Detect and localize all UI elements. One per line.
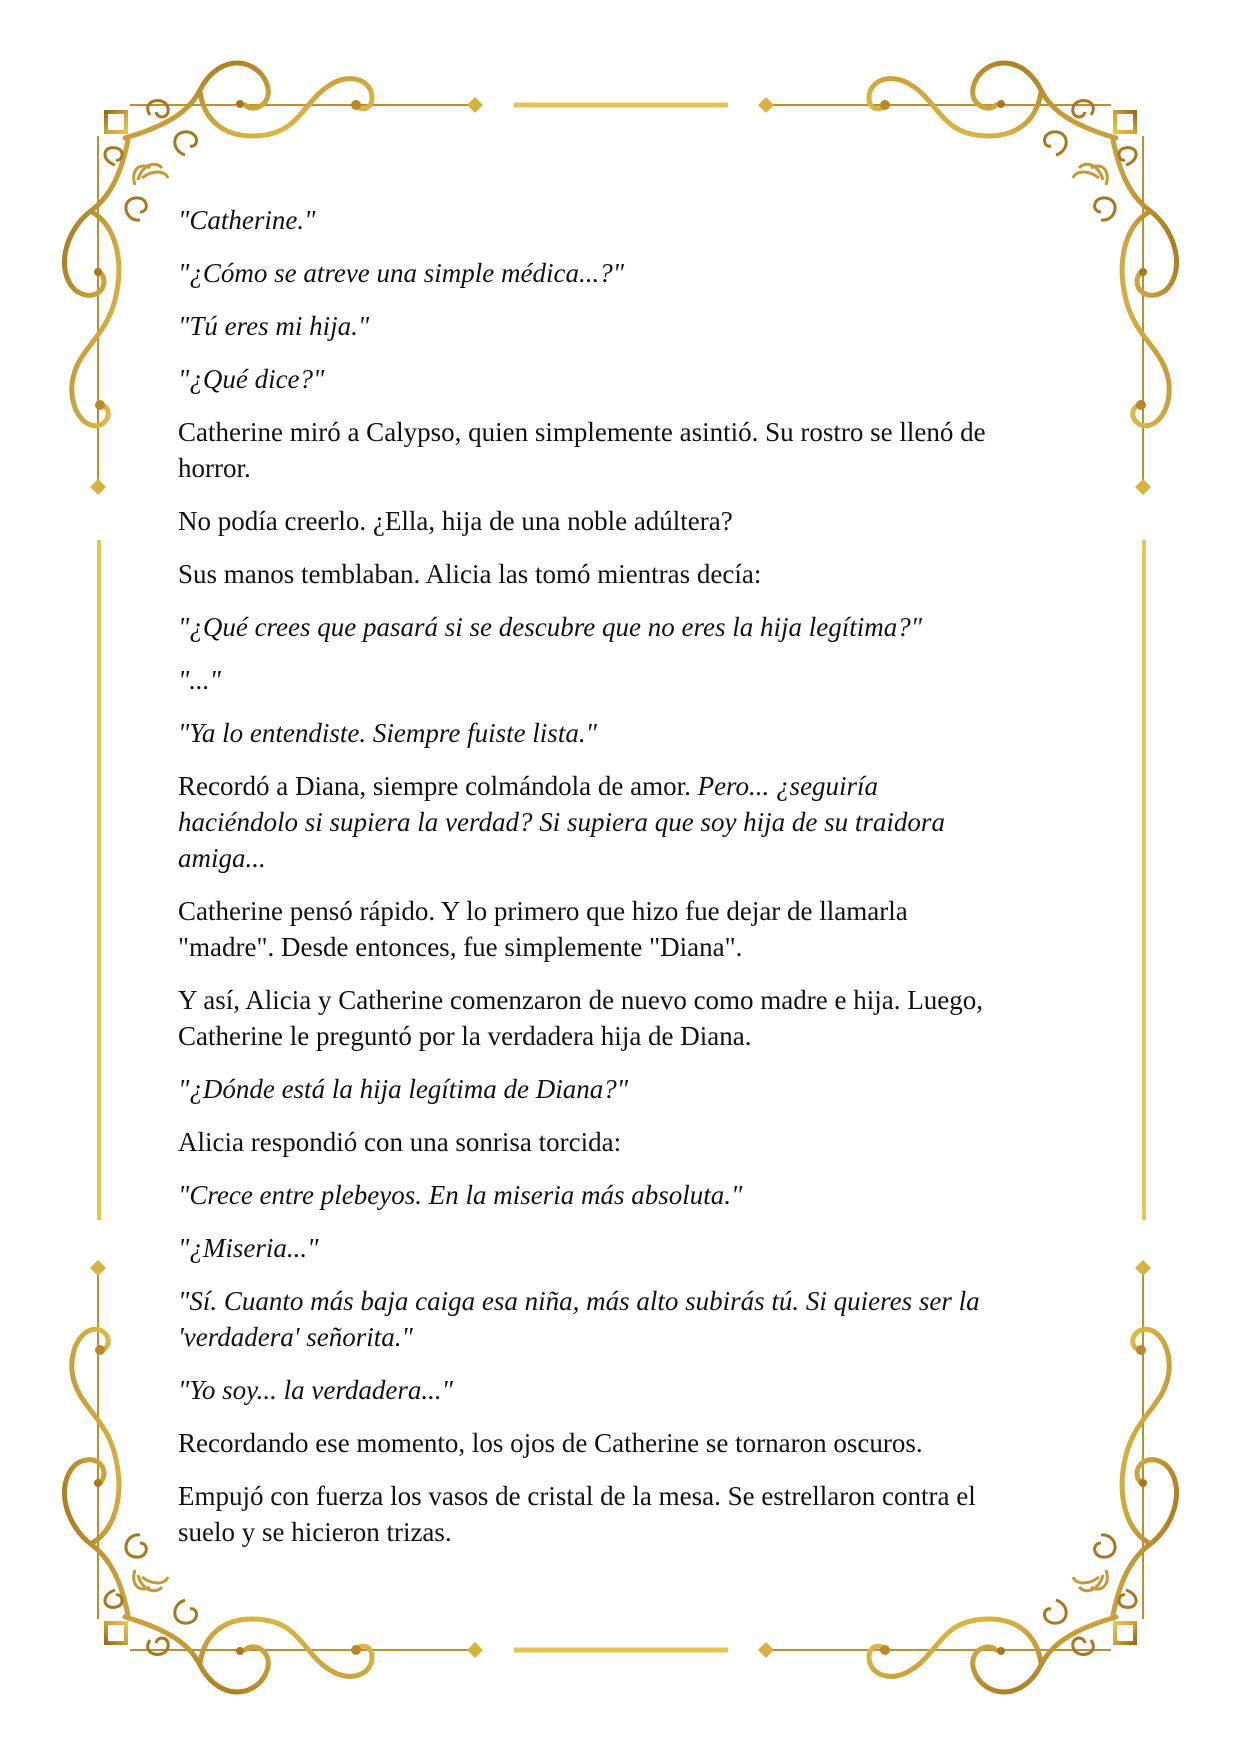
text-line — [178, 1372, 1078, 1408]
text: suelo y se hicieron trizas. — [178, 1517, 452, 1547]
paragraph — [178, 202, 1078, 238]
text-line — [178, 255, 1078, 291]
text: horror. — [178, 453, 251, 483]
text-line — [178, 1071, 1078, 1107]
text-line — [178, 609, 1078, 645]
text: No podía creerlo. ¿Ella, hija de una noble adúltera? — [178, 506, 733, 536]
paragraph — [178, 1478, 1078, 1550]
text-line — [178, 556, 1078, 592]
italic-text: "¿Cómo se atreve una simple médica...?" — [178, 258, 625, 288]
text-line — [178, 1283, 1078, 1319]
text-line — [178, 202, 1078, 238]
text-line — [178, 1018, 1078, 1054]
text-line — [178, 893, 1078, 929]
italic-text: haciéndolo si supiera la verdad? Si supiera que soy hija de su traidora — [178, 807, 945, 837]
text: Catherine miró a Calypso, quien simplemente asintió. Su rostro se llenó de — [178, 417, 986, 447]
text: "madre". Desde entonces, fue simplemente "Diana". — [178, 932, 743, 962]
paragraph — [178, 982, 1078, 1054]
italic-text: "¿Dónde está la hija legítima de Diana?" — [178, 1074, 629, 1104]
text-line — [178, 929, 1078, 965]
italic-text: "¿Miseria..." — [178, 1233, 319, 1263]
paragraph — [178, 1283, 1078, 1355]
text-line — [178, 662, 1078, 698]
text-line — [178, 1124, 1078, 1160]
text: Recordó a Diana, siempre colmándola de amor. — [178, 771, 698, 801]
paragraph — [178, 715, 1078, 751]
text-line — [178, 1478, 1078, 1514]
italic-text: "Crece entre plebeyos. En la miseria más absoluta." — [178, 1180, 743, 1210]
text-line — [178, 1425, 1078, 1461]
paragraph — [178, 361, 1078, 397]
paragraph — [178, 1177, 1078, 1213]
italic-text: "Tú eres mi hija." — [178, 311, 370, 341]
text-line — [178, 1319, 1078, 1355]
text: Y así, Alicia y Catherine comenzaron de nuevo como madre e hija. Luego, — [178, 985, 983, 1015]
paragraph — [178, 609, 1078, 645]
paragraph — [178, 503, 1078, 539]
paragraph — [178, 556, 1078, 592]
italic-text: "Ya lo entendiste. Siempre fuiste lista." — [178, 718, 597, 748]
paragraph — [178, 893, 1078, 965]
paragraph — [178, 414, 1078, 486]
text: Catherine le preguntó por la verdadera hija de Diana. — [178, 1021, 752, 1051]
paragraph — [178, 255, 1078, 291]
text-line — [178, 414, 1078, 450]
italic-text: "Sí. Cuanto más baja caiga esa niña, más alto subirás tú. Si quieres ser la — [178, 1286, 980, 1316]
text-line — [178, 450, 1078, 486]
document-body — [178, 202, 1078, 1567]
paragraph — [178, 768, 1078, 876]
text-line — [178, 804, 1078, 840]
italic-text: "¿Qué crees que pasará si se descubre que no eres la hija legítima?" — [178, 612, 923, 642]
text: Catherine pensó rápido. Y lo primero que hizo fue dejar de llamarla — [178, 896, 908, 926]
text: Alicia respondió con una sonrisa torcida: — [178, 1127, 622, 1157]
text: Empujó con fuerza los vasos de cristal de la mesa. Se estrellaron contra el — [178, 1481, 976, 1511]
paragraph — [178, 1071, 1078, 1107]
italic-text: amiga... — [178, 843, 266, 873]
italic-text: "Catherine." — [178, 205, 316, 235]
paragraph — [178, 1372, 1078, 1408]
text-line — [178, 840, 1078, 876]
italic-text: "..." — [178, 665, 221, 695]
text-line — [178, 715, 1078, 751]
paragraph — [178, 662, 1078, 698]
text-line — [178, 1230, 1078, 1266]
text-line — [178, 982, 1078, 1018]
text-line — [178, 361, 1078, 397]
text: Sus manos temblaban. Alicia las tomó mientras decía: — [178, 559, 762, 589]
paragraph — [178, 1124, 1078, 1160]
text: Recordando ese momento, los ojos de Catherine se tornaron oscuros. — [178, 1428, 923, 1458]
text-line — [178, 1514, 1078, 1550]
italic-text: 'verdadera' señorita." — [178, 1322, 413, 1352]
italic-text: Pero... ¿seguiría — [697, 771, 879, 801]
italic-text: "Yo soy... la verdadera..." — [178, 1375, 453, 1405]
italic-text: "¿Qué dice?" — [178, 364, 325, 394]
paragraph — [178, 308, 1078, 344]
paragraph — [178, 1230, 1078, 1266]
text-line — [178, 1177, 1078, 1213]
paragraph — [178, 1425, 1078, 1461]
text-line — [178, 503, 1078, 539]
text-line — [178, 768, 1078, 804]
text-line — [178, 308, 1078, 344]
